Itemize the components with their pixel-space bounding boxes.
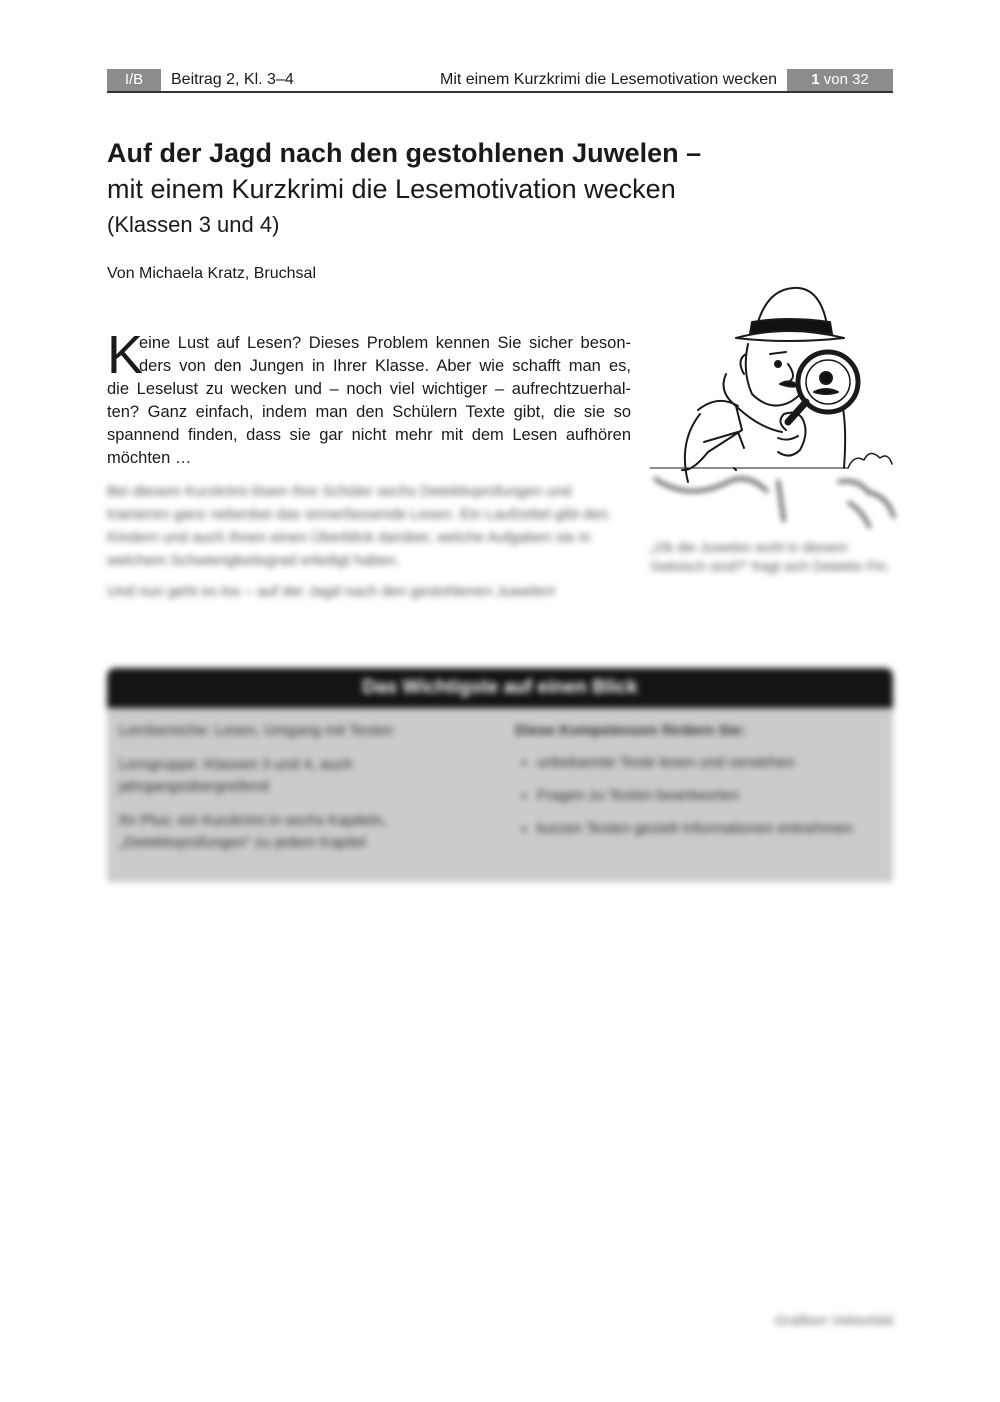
overview-left-item-1: Lernbereiche: Lesen, Umgang mit Texten — [119, 722, 394, 739]
overview-box — [107, 668, 893, 882]
page-footer: Grafiken Vektorbild — [774, 1312, 893, 1328]
intro-line-2: ders von den Jungen in Ihrer Klasse. Aber wie schafft man es, — [139, 357, 631, 375]
detective-illustration — [648, 282, 910, 532]
competence-heading: Diese Kompetenzen fördern Sie: — [515, 722, 746, 739]
competence-item: • Fragen zu Texten beantworten — [537, 785, 881, 807]
page-indicator — [787, 69, 893, 91]
intro-line-6: möchten … — [107, 449, 192, 467]
intro-line-4: ten? Ganz einfach, indem man den Schülern Texte gibt, die sie so — [107, 403, 631, 421]
competence-item: • unbekannte Texte lesen und verstehen — [537, 752, 881, 774]
blurred-paragraph-1: Bei diesem Kurzkrimi lösen Ihre Schüler sechs Detektivprüfungen und trainieren ganz nebenbei das sinnerfassende Lesen. Ein Laufzettel gibt den Kindern und auch Ihnen einen Überblick darüber, welche Aufgaben sie in welchem Schwierigkeitsgrad erledigt haben. — [107, 483, 609, 569]
page-number: 1 — [811, 71, 820, 88]
overview-body — [107, 708, 893, 882]
blurred-text — [107, 480, 631, 611]
drop-cap: K — [107, 325, 144, 385]
overview-left-item-2: Lerngruppe: Klassen 3 und 4, auch jahrgangsübergreifend — [119, 756, 353, 795]
overview-title: Das Wichtigste auf einen Blick — [107, 668, 893, 708]
header-rule — [107, 91, 893, 93]
title-grades: (Klassen 3 und 4) — [107, 212, 280, 237]
competence-item: • kurzen Texten gezielt Informationen entnehmen — [537, 818, 881, 840]
illustration-caption: „Ob die Juwelen wohl in diesem Gebüsch sind?“ fragt sich Detektiv Fin. — [650, 539, 891, 574]
page-total: von 32 — [823, 71, 869, 88]
intro-paragraph — [107, 325, 631, 470]
author-line: Von Michaela Kratz, Bruchsal — [107, 265, 316, 282]
title-sub: mit einem Kurzkrimi die Lesemotivation wecken — [107, 174, 676, 204]
overview-left-column — [119, 720, 409, 866]
page-header — [107, 69, 893, 93]
overview-left-item-3: Ihr Plus: ein Kurzkrimi in sechs Kapiteln, „Detektivprüfungen“ zu jedem Kapitel — [119, 812, 387, 851]
competence-list — [515, 752, 881, 840]
overview-right-column — [515, 720, 881, 851]
header-topic: Mit einem Kurzkrimi die Lesemotivation wecken — [439, 71, 777, 88]
intro-line-3: die Leselust zu wecken und – noch viel wichtiger – aufrechtzuerhal- — [107, 380, 631, 398]
section-label: I/B — [107, 69, 161, 91]
beitrag-label: Beitrag 2, Kl. 3–4 — [171, 71, 294, 88]
blurred-paragraph-2: Und nun geht es los – auf der Jagd nach den gestohlenen Juwelen! — [107, 583, 556, 600]
intro-line-5: spannend finden, dass sie gar nicht mehr mit dem Lesen aufhören — [107, 426, 631, 444]
intro-line-1: eine Lust auf Lesen? Dieses Problem kennen Sie sicher beson- — [139, 334, 631, 352]
title-main: Auf der Jagd nach den gestohlenen Juwelen – — [107, 138, 702, 168]
